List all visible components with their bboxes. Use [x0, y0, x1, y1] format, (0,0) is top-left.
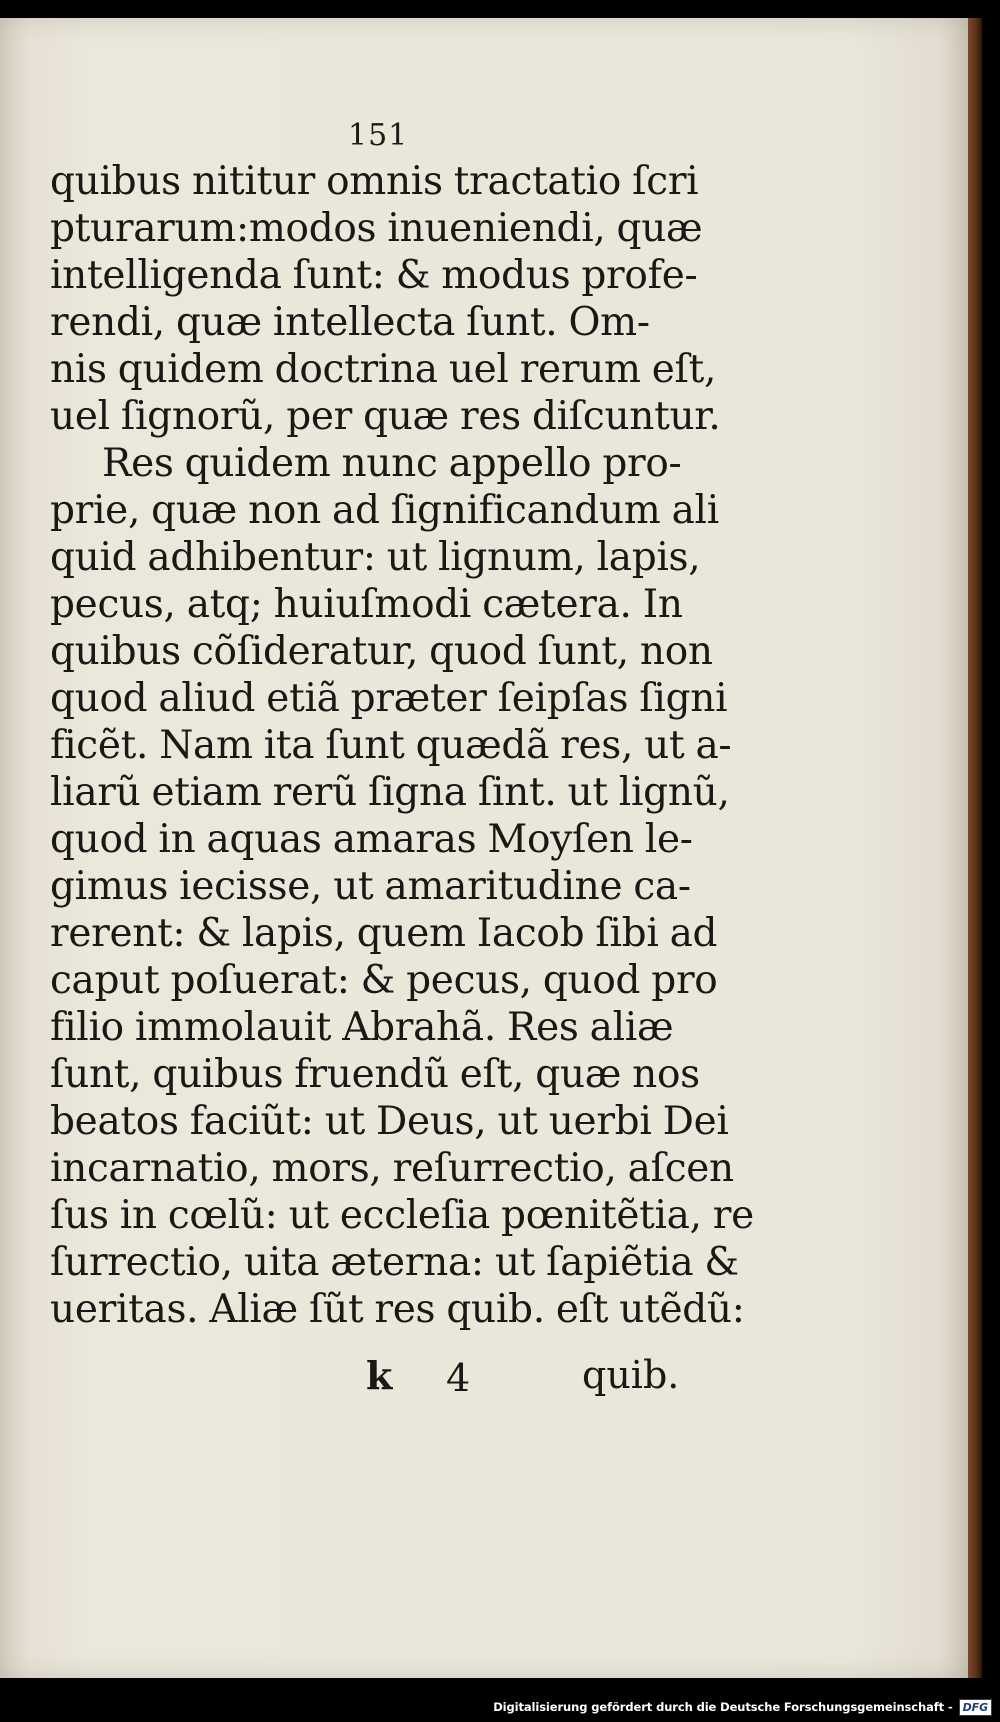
text-line: ficẽt. Nam ita ſunt quædã res, ut a- — [50, 723, 732, 768]
book-page — [0, 18, 968, 1678]
text-line: nis quidem doctrina uel rerum eſt, — [50, 347, 717, 392]
dfg-logo: DFG — [959, 1699, 992, 1716]
text-line: quibus nititur omnis tractatio ſcri — [50, 159, 699, 204]
text-line: liarũ etiam rerũ ſigna ſint. ut lignũ, — [50, 770, 730, 815]
text-line: prie, quæ non ad ſignificandum ali — [50, 488, 719, 533]
text-line: pecus, atq; huiuſmodi cætera. In — [50, 582, 683, 627]
folio-number: 151 — [348, 118, 409, 153]
text-line: ſunt, quibus fruendũ eſt, quæ nos — [50, 1052, 700, 1097]
text-line: beatos faciũt: ut Deus, ut uerbi Dei — [50, 1099, 729, 1144]
page-edge — [968, 18, 982, 1678]
text-line: Res quidem nunc appello pro- — [102, 441, 682, 486]
signature-number: 4 — [446, 1356, 471, 1400]
text-line: quid adhibentur: ut lignum, lapis, — [50, 535, 701, 580]
text-line: rendi, quæ intellecta ſunt. Om- — [50, 300, 650, 345]
text-line: quod in aquas amaras Moyſen le- — [50, 817, 693, 862]
text-line: incarnatio, mors, reſurrectio, aſcen — [50, 1146, 734, 1191]
catchword: quib. — [582, 1353, 680, 1397]
text-block — [50, 158, 754, 1333]
text-line: ueritas. Aliæ ſũt res quib. eſt utẽdũ: — [50, 1287, 745, 1332]
signature-line — [0, 1353, 968, 1403]
text-line: filio immolauit Abrahã. Res aliæ — [50, 1005, 674, 1050]
text-line: quod aliud etiã præter ſeipſas ſigni — [50, 676, 728, 721]
signature-mark: k — [366, 1353, 393, 1398]
text-line: ſus in cœlũ: ut eccleſia pœnitẽtia, re — [50, 1193, 754, 1238]
text-line: gimus iecisse, ut amaritudine ca- — [50, 864, 691, 909]
digitization-footer — [493, 1696, 992, 1718]
text-line: ſurrectio, uita æterna: ut ſapiẽtia & — [50, 1240, 739, 1285]
footer-text: Digitalisierung gefördert durch die Deutsche Forschungsgemeinschaft - — [493, 1700, 953, 1714]
text-line: pturarum:modos inueniendi, quæ — [50, 206, 703, 251]
text-line: rerent: & lapis, quem Iacob ſibi ad — [50, 911, 718, 956]
text-line: uel ſignorũ, per quæ res diſcuntur. — [50, 394, 721, 439]
text-line: quibus cõſideratur, quod ſunt, non — [50, 629, 713, 674]
text-line: caput poſuerat: & pecus, quod pro — [50, 958, 718, 1003]
text-line: intelligenda ſunt: & modus profe- — [50, 253, 698, 298]
